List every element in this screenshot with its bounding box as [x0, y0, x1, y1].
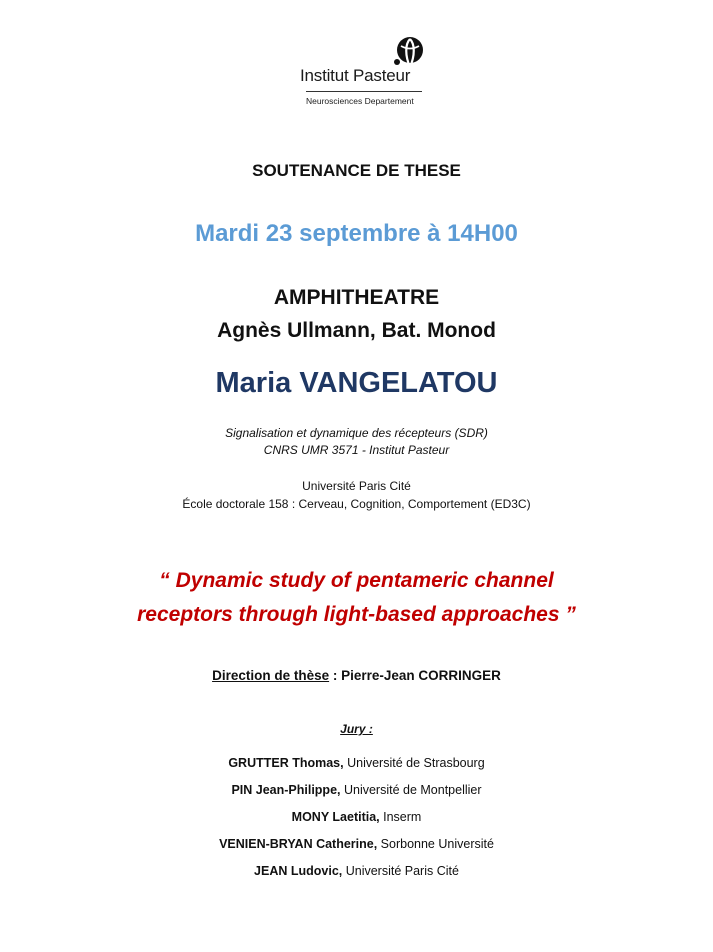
jury-member-name: MONY Laetitia,	[291, 810, 380, 824]
doctoral-school: École doctorale 158 : Cerveau, Cognition, Comportement (ED3C)	[182, 497, 531, 511]
jury-member	[0, 810, 713, 824]
institut-pasteur-logo	[300, 36, 440, 114]
jury-member	[0, 756, 713, 770]
jury-member	[0, 837, 713, 851]
venue-line-2: Agnès Ullmann, Bat. Monod	[217, 319, 496, 342]
jury-member-affiliation: Université Paris Cité	[342, 864, 459, 878]
jury-member-name: JEAN Ludovic,	[254, 864, 343, 878]
jury-member	[0, 864, 713, 878]
logo-name: Institut Pasteur	[300, 66, 411, 85]
university: Université Paris Cité	[302, 479, 411, 493]
jury-title: Jury :	[340, 722, 373, 736]
candidate-name: Maria VANGELATOU	[215, 367, 498, 399]
jury-member-name: PIN Jean-Philippe,	[231, 783, 341, 797]
jury-member-affiliation: Université de Montpellier	[340, 783, 482, 797]
thesis-title-line-2: receptors through light-based approaches ”	[137, 603, 576, 626]
event-heading: SOUTENANCE DE THESE	[252, 161, 461, 180]
direction-label: Direction de thèse	[212, 668, 330, 683]
event-date: Mardi 23 septembre à 14H00	[195, 220, 518, 247]
director-name: Pierre-Jean CORRINGER	[341, 668, 501, 683]
institut-pasteur-logo-icon	[388, 36, 428, 70]
jury-member-name: VENIEN-BRYAN Catherine,	[219, 837, 378, 851]
logo-department: Neurosciences Departement	[306, 96, 414, 106]
thesis-direction	[0, 668, 713, 683]
thesis-title-line-1: “ Dynamic study of pentameric channel	[159, 569, 554, 592]
jury-member-affiliation: Sorbonne Université	[377, 837, 494, 851]
lab-line-1: Signalisation et dynamique des récepteurs (SDR)	[225, 426, 488, 440]
direction-separator: :	[329, 668, 342, 683]
venue-line-1: AMPHITHEATRE	[273, 286, 440, 309]
jury-member-name: GRUTTER Thomas,	[228, 756, 344, 770]
lab-line-2: CNRS UMR 3571 - Institut Pasteur	[263, 443, 450, 457]
jury-member	[0, 783, 713, 797]
jury-member-affiliation: Université de Strasbourg	[343, 756, 485, 770]
jury-member-affiliation: Inserm	[379, 810, 422, 824]
logo-divider	[306, 91, 422, 92]
